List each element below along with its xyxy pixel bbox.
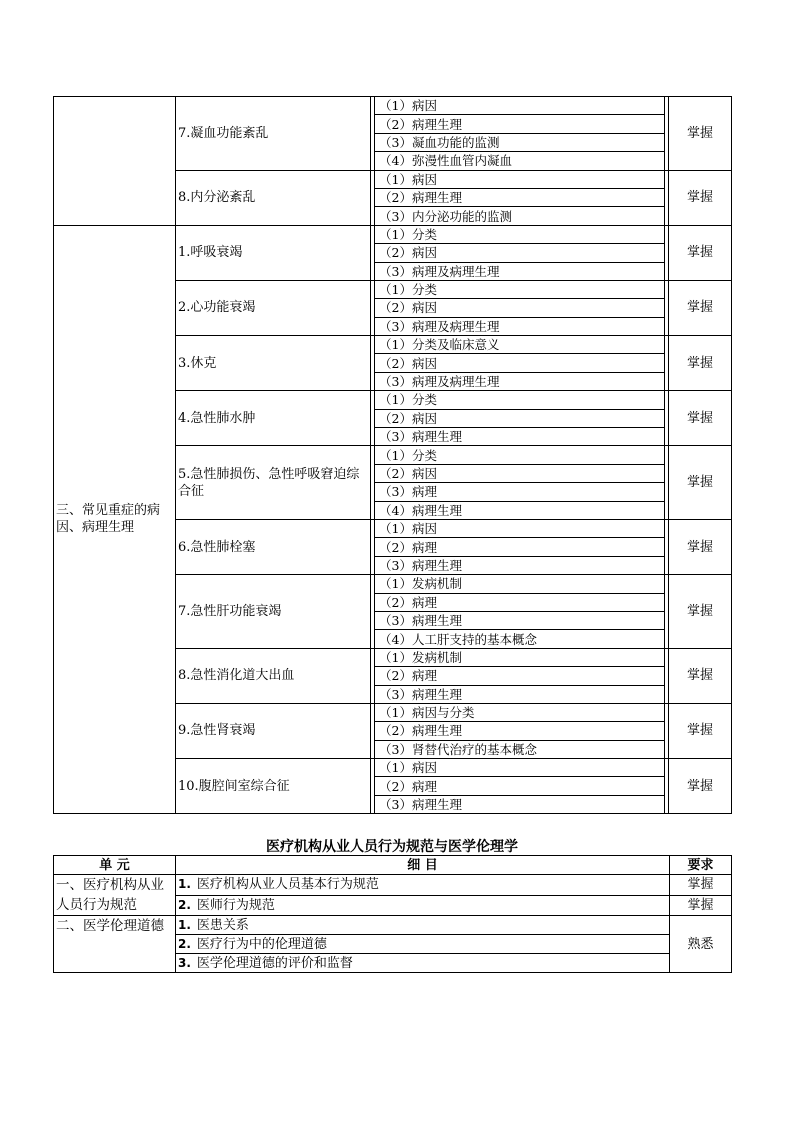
subitem-cell: （3）病理生理 [375, 685, 665, 703]
table-row [54, 875, 732, 896]
header-unit: 单 元 [54, 856, 176, 875]
subitem-cell: （3）肾替代治疗的基本概念 [375, 740, 665, 758]
detail-cell [176, 895, 670, 916]
requirement-cell: 掌握 [669, 519, 732, 574]
topic-cell: 5.急性肺损伤、急性呼吸窘迫综合征 [176, 446, 371, 520]
topic-cell: 6.急性肺栓塞 [176, 519, 371, 574]
item-text: 医患关系 [196, 917, 249, 933]
requirement-cell: 掌握 [669, 446, 732, 520]
requirement-cell: 掌握 [669, 280, 732, 335]
detail-cell [176, 954, 670, 973]
subitem-cell: （3）病理生理 [375, 556, 665, 574]
subitem-cell: （1）病因 [375, 759, 665, 777]
requirement-cell: 掌握 [669, 703, 732, 758]
subitem-cell: （1）分类 [375, 446, 665, 464]
requirement-cell: 掌握 [669, 336, 732, 391]
subitem-cell: （3）病理及病理生理 [375, 317, 665, 335]
subitem-cell: （1）病因与分类 [375, 703, 665, 721]
unit-cell: 二、医学伦理道德 [54, 916, 176, 973]
topic-cell: 7.凝血功能紊乱 [176, 97, 371, 171]
subitem-cell: （3）病理 [375, 483, 665, 501]
item-number: 3. [178, 955, 191, 970]
subitem-cell: （4）人工肝支持的基本概念 [375, 630, 665, 648]
subitem-cell: （2）病理 [375, 667, 665, 685]
topic-cell: 4.急性肺水肿 [176, 391, 371, 446]
ethics-section-title: 医疗机构从业人员行为规范与医学伦理学 [266, 839, 518, 855]
item-text: 医师行为规范 [196, 897, 275, 913]
table-row [54, 97, 732, 115]
requirement-cell: 掌握 [669, 575, 732, 649]
subitem-cell: （3）病理生理 [375, 428, 665, 446]
requirement-cell: 掌握 [670, 895, 732, 916]
topic-cell: 10.腹腔间室综合征 [176, 759, 371, 814]
requirement-cell: 掌握 [669, 225, 732, 280]
subitem-cell: （2）病理生理 [375, 188, 665, 206]
topic-cell: 8.急性消化道大出血 [176, 648, 371, 703]
item-text: 医疗行为中的伦理道德 [196, 936, 327, 952]
item-number: 2. [178, 897, 191, 912]
subitem-cell: （2）病理生理 [375, 722, 665, 740]
subitem-cell: （3）病理及病理生理 [375, 372, 665, 390]
subitem-cell: （4）弥漫性血管内凝血 [375, 152, 665, 170]
header-detail: 细 目 [176, 856, 670, 875]
table-row [54, 225, 732, 243]
topic-cell: 7.急性肝功能衰竭 [176, 575, 371, 649]
item-number: 2. [178, 936, 191, 951]
subitem-cell: （1）发病机制 [375, 648, 665, 666]
requirement-cell: 掌握 [669, 648, 732, 703]
subitem-cell: （2）病因 [375, 354, 665, 372]
syllabus-table-continued [53, 96, 732, 814]
topic-cell: 2.心功能衰竭 [176, 280, 371, 335]
item-text: 医疗机构从业人员基本行为规范 [196, 877, 379, 893]
unit-cell: 一、医疗机构从业人员行为规范 [54, 875, 176, 916]
subitem-cell: （3）病理及病理生理 [375, 262, 665, 280]
subitem-cell: （3）病理生理 [375, 611, 665, 629]
topic-cell: 1.呼吸衰竭 [176, 225, 371, 280]
requirement-cell: 掌握 [670, 875, 732, 896]
topic-cell: 3.休克 [176, 336, 371, 391]
requirement-cell: 掌握 [669, 97, 732, 171]
subitem-cell: （1）分类 [375, 280, 665, 298]
table-row [54, 916, 732, 935]
detail-cell [176, 916, 670, 935]
subitem-cell: （2）病因 [375, 244, 665, 262]
subitem-cell: （4）病理生理 [375, 501, 665, 519]
topic-cell: 9.急性肾衰竭 [176, 703, 371, 758]
subitem-cell: （1）发病机制 [375, 575, 665, 593]
item-number: 1. [178, 877, 191, 892]
subitem-cell: （2）病理 [375, 538, 665, 556]
header-requirement: 要求 [670, 856, 732, 875]
subitem-cell: （1）分类及临床意义 [375, 336, 665, 354]
subitem-cell: （3）内分泌功能的监测 [375, 207, 665, 225]
subitem-cell: （1）病因 [375, 170, 665, 188]
subitem-cell: （1）病因 [375, 97, 665, 115]
requirement-cell: 熟悉 [670, 916, 732, 973]
topic-cell: 8.内分泌紊乱 [176, 170, 371, 225]
item-text: 医学伦理道德的评价和监督 [196, 955, 353, 971]
subitem-cell: （2）病理生理 [375, 115, 665, 133]
subitem-cell: （1）病因 [375, 519, 665, 537]
unit-cell-continued [54, 97, 176, 226]
detail-cell [176, 935, 670, 954]
ethics-table [53, 855, 732, 973]
subitem-cell: （1）分类 [375, 225, 665, 243]
subitem-cell: （3）凝血功能的监测 [375, 133, 665, 151]
item-number: 1. [178, 917, 191, 932]
requirement-cell: 掌握 [669, 170, 732, 225]
header-row [54, 856, 732, 875]
subitem-cell: （2）病因 [375, 464, 665, 482]
subitem-cell: （1）分类 [375, 391, 665, 409]
requirement-cell: 掌握 [669, 391, 732, 446]
subitem-cell: （2）病因 [375, 299, 665, 317]
subitem-cell: （3）病理生理 [375, 795, 665, 813]
detail-cell [176, 875, 670, 896]
subitem-cell: （2）病理 [375, 777, 665, 795]
subitem-cell: （2）病理 [375, 593, 665, 611]
subitem-cell: （2）病因 [375, 409, 665, 427]
requirement-cell: 掌握 [669, 759, 732, 814]
unit-cell: 三、常见重症的病因、病理生理 [54, 225, 176, 814]
